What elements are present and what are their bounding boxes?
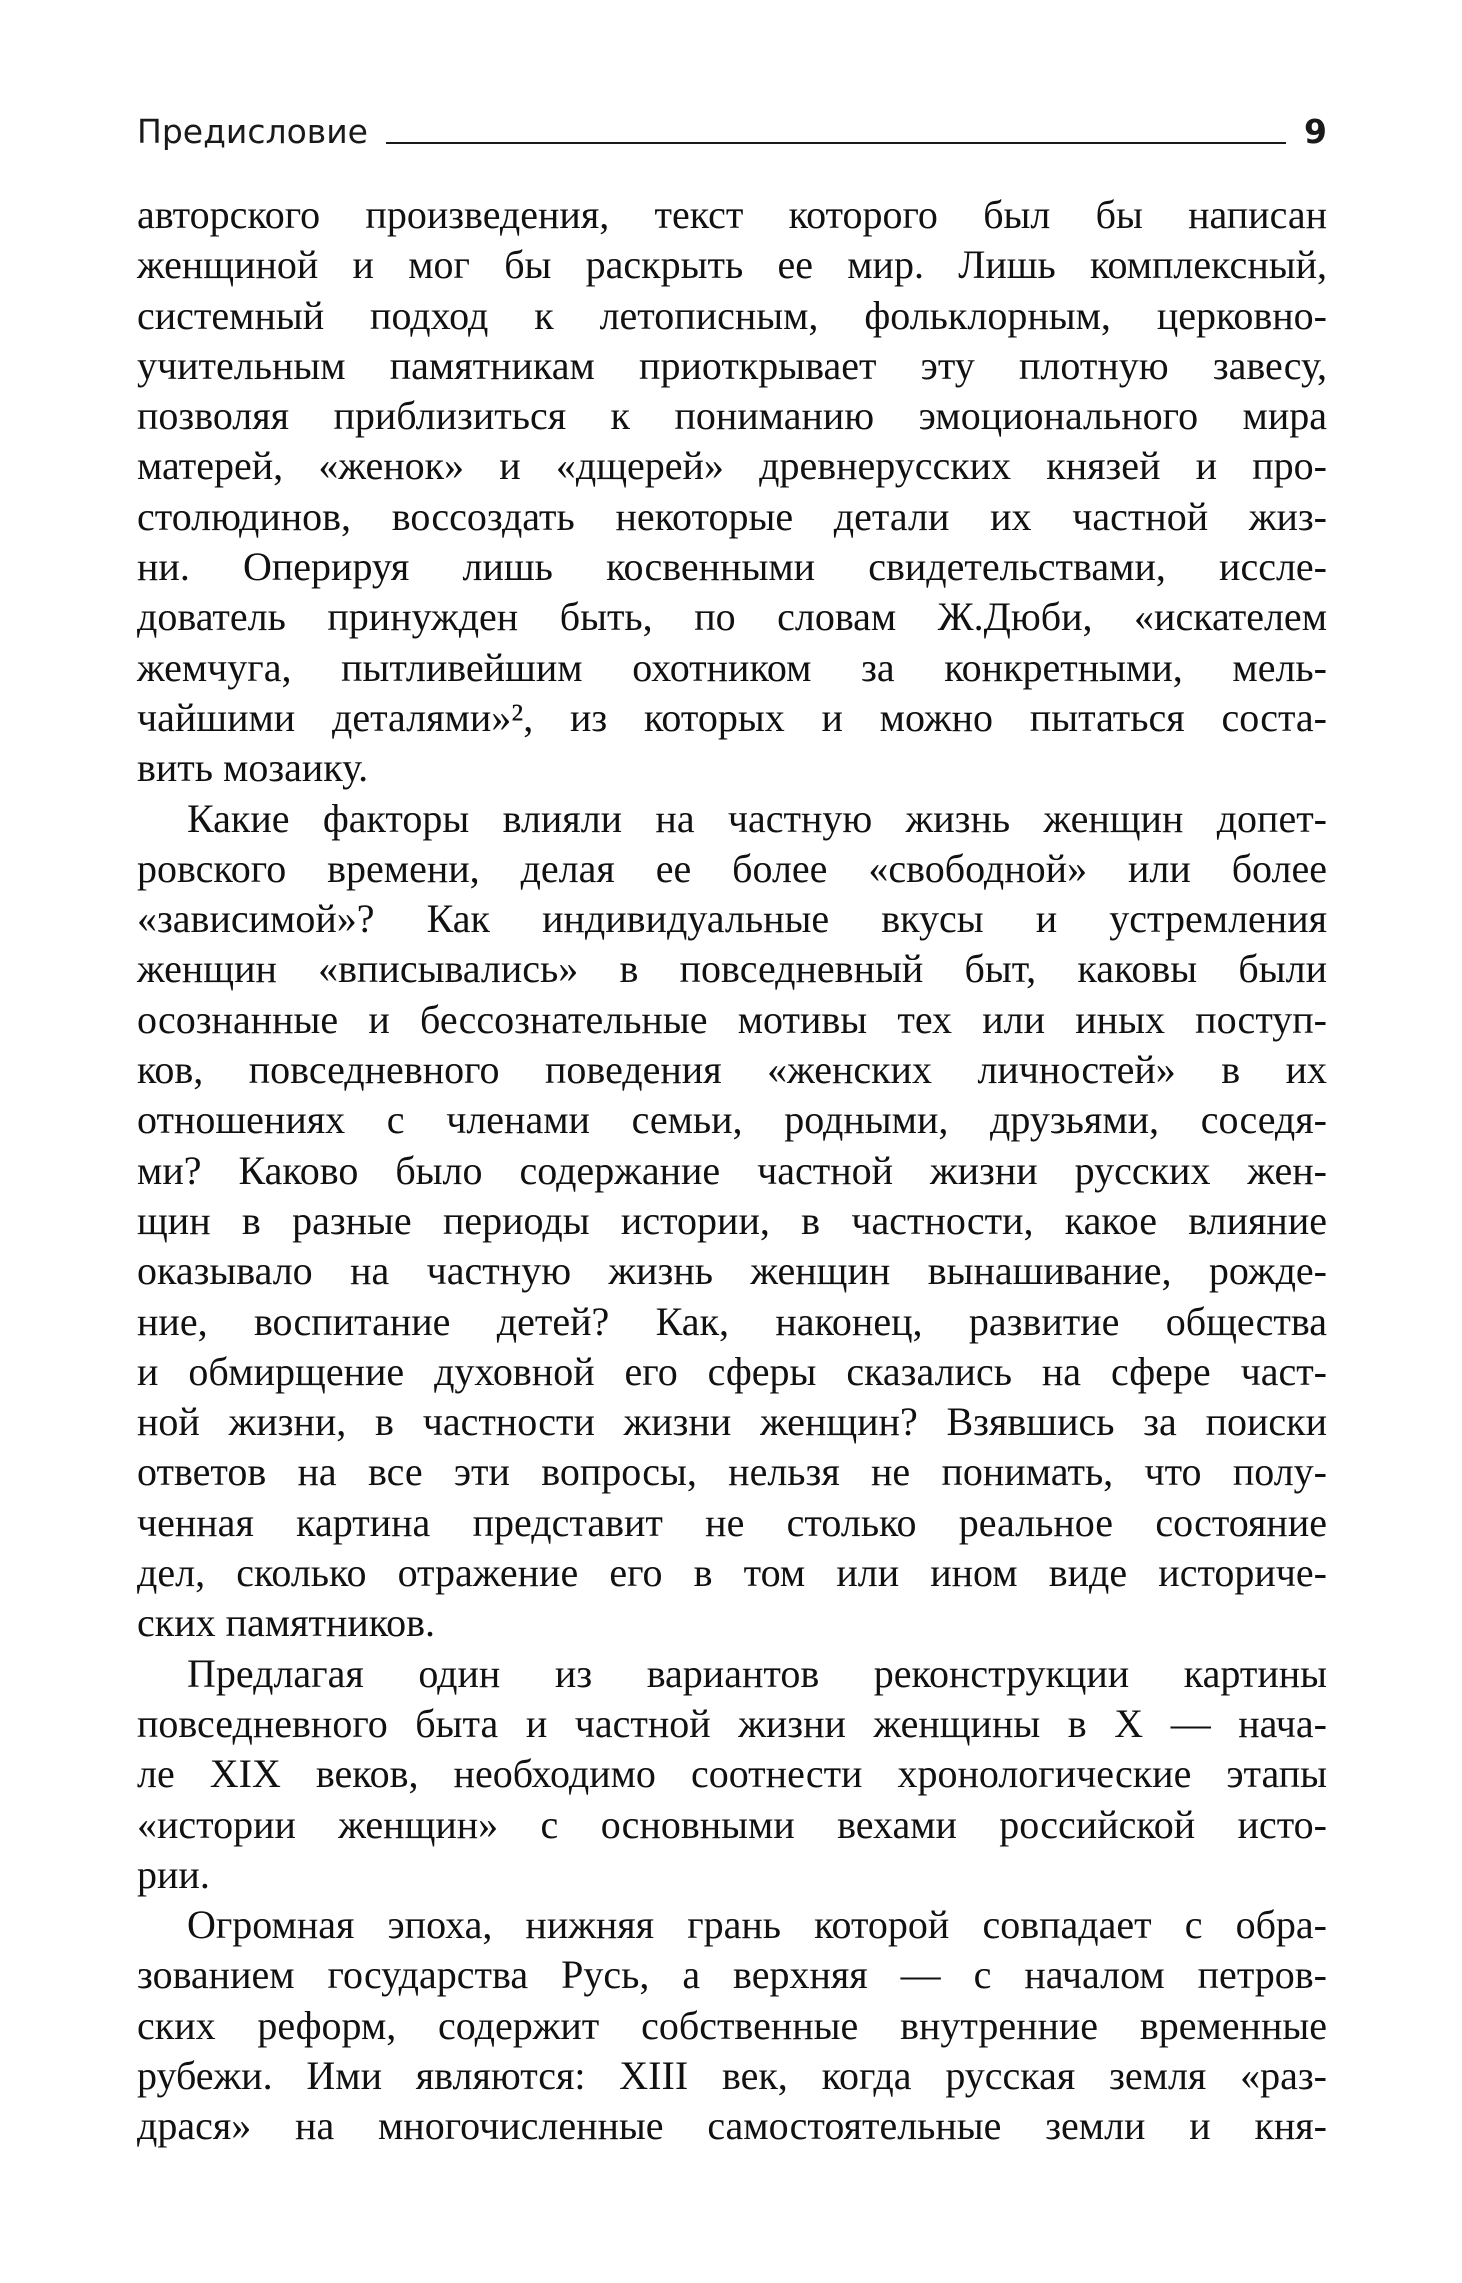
header-rule	[386, 141, 1286, 144]
text-line: авторского произведения, текст которого был бы написан	[137, 192, 1327, 237]
text-line: ских реформ, содержит собственные внутренние временные	[137, 2002, 1327, 2048]
text-line: позволяя приблизиться к пониманию эмоционального мира	[137, 393, 1327, 439]
paragraph-4	[137, 1900, 1327, 2151]
text-line: Предлагая один из вариантов реконструкции картины	[187, 1650, 1327, 1696]
text-line: ни. Оперируя лишь косвенными свидетельствами, иссле-	[137, 544, 1327, 590]
text-line: драся» на многочисленные самостоятельные земли и кня-	[137, 2103, 1327, 2149]
text-line: чайшими деталями»², из которых и можно пытаться соста-	[137, 694, 1327, 740]
text-line: осознанные и бессознательные мотивы тех или иных поступ-	[137, 996, 1327, 1042]
text-line: и обмирщение духовной его сферы сказались на сфере част-	[137, 1348, 1327, 1394]
text-line: учительным памятникам приоткрывает эту плотную завесу,	[137, 342, 1327, 388]
text-line: отношениях с членами семьи, родными, друзьями, соседя-	[137, 1097, 1327, 1143]
text-line: ков, повседневного поведения «женских личностей» в их	[137, 1047, 1327, 1093]
text-line: жемчуга, пытливейшим охотником за конкретными, мель-	[137, 644, 1327, 690]
text-line: Какие факторы влияли на частную жизнь женщин допет-	[187, 795, 1327, 841]
text-line: ние, воспитание детей? Как, наконец, развитие общества	[137, 1298, 1327, 1344]
text-body	[137, 190, 1327, 2152]
text-line: ответов на все эти вопросы, нельзя не понимать, что полу-	[137, 1449, 1327, 1495]
text-line: «истории женщин» с основными вехами российской исто-	[137, 1801, 1327, 1847]
page-number: 9	[1304, 112, 1327, 151]
text-line: ле XIX веков, необходимо соотнести хронологические этапы	[137, 1751, 1327, 1797]
text-line: оказывало на частную жизнь женщин вынашивание, рожде-	[137, 1248, 1327, 1294]
text-line: рии.	[137, 1851, 210, 1897]
text-line: дел, сколько отражение его в том или ином виде историче-	[137, 1550, 1327, 1596]
text-line: столюдинов, воссоздать некоторые детали их частной жиз-	[137, 493, 1327, 539]
text-line: повседневного быта и частной жизни женщины в X — нача-	[137, 1700, 1327, 1746]
text-line: женщин «вписывались» в повседневный быт, каковы были	[137, 946, 1327, 992]
text-line: рубежи. Ими являются: XIII век, когда русская земля «раз-	[137, 2052, 1327, 2098]
text-line: щин в разные периоды истории, в частности, какое влияние	[137, 1197, 1327, 1243]
text-line: ченная картина представит не столько реальное состояние	[137, 1499, 1327, 1545]
paragraph-3	[137, 1649, 1327, 1900]
paragraph-2	[137, 794, 1327, 1649]
text-line: ми? Каково было содержание частной жизни русских жен-	[137, 1147, 1327, 1193]
text-line: матерей, «женок» и «дщерей» древнерусских князей и про-	[137, 443, 1327, 489]
paragraph-1	[137, 190, 1327, 794]
text-line: ной жизни, в частности жизни женщин? Взявшись за поиски	[137, 1399, 1327, 1445]
text-line: зованием государства Русь, а верхняя — с началом петров-	[137, 1952, 1327, 1998]
running-header	[137, 100, 1327, 151]
text-line: ских памятников.	[137, 1600, 436, 1646]
text-line: «зависимой»? Как индивидуальные вкусы и устремления	[137, 896, 1327, 942]
text-line: женщиной и мог бы раскрыть ее мир. Лишь комплексный,	[137, 242, 1327, 288]
text-line: системный подход к летописным, фольклорным, церковно-	[137, 292, 1327, 338]
text-line: ровского времени, делая ее более «свободной» или более	[137, 845, 1327, 891]
text-line: дователь принужден быть, по словам Ж.Дюби, «искателем	[137, 594, 1327, 640]
running-title: Предисловие	[137, 112, 368, 151]
text-line: Огромная эпоха, нижняя грань которой совпадает с обра-	[187, 1902, 1327, 1948]
text-line: вить мозаику.	[137, 745, 369, 791]
